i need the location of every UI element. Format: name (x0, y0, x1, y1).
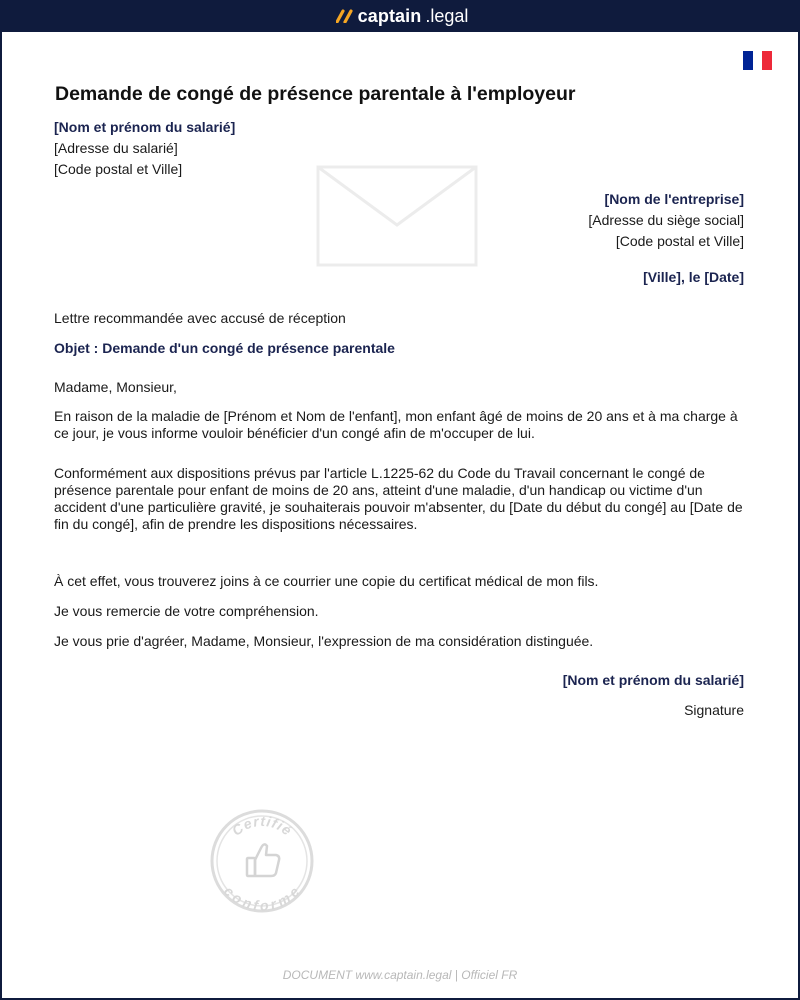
sender-block (54, 117, 235, 180)
recipient-block (588, 189, 744, 252)
place-date: [Ville], le [Date] (643, 269, 744, 285)
paragraph-1: En raison de la maladie de [Prénom et Nom de l'enfant], mon enfant âgé de moins de 20 ans et à ma charge à ce jour, je vous informe vouloir bénéficier d'un congé afin de m'occuper de lui. (54, 408, 738, 441)
paragraph-4: Je vous remercie de votre compréhension. (54, 603, 319, 619)
brand-tld: .legal (425, 5, 469, 26)
envelope-watermark-icon (316, 165, 478, 267)
paragraph-3: À cet effet, vous trouverez joins à ce courrier une copie du certificat médical de mon fils. (54, 573, 599, 589)
thumbs-up-icon (247, 844, 279, 876)
sender-address: [Adresse du salarié] (54, 140, 178, 156)
top-bar (2, 0, 800, 32)
brand-logo[interactable] (336, 6, 469, 27)
recipient-company: [Nom de l'entreprise] (604, 191, 744, 207)
signature-name: [Nom et prénom du salarié] (562, 672, 744, 688)
recipient-city: [Code postal et Ville] (615, 233, 744, 249)
brand-name: captain (357, 5, 422, 26)
svg-text:conforme (221, 883, 303, 914)
paragraph-2: Conformément aux dispositions prévus par l'article L.1225-62 du Code du Travail concernant le congé de présence parentale pour enfant de moins de 20 ans, atteint d'une maladie, d'un handicap ou victime d'un accident d'une particulière gravité, je souhaiterais pouvoir m'absenter, du [Date du début du congé] au [Date de fin du congé], afin de prendre les dispositions nécessaires. (54, 465, 743, 532)
stamp-top-text: Certifié (228, 812, 296, 839)
stamp-bottom-text: conforme (221, 882, 303, 914)
sender-name: [Nom et prénom du salarié] (54, 119, 236, 135)
signature-label: Signature (684, 702, 744, 718)
recipient-address: [Adresse du siège social] (588, 212, 744, 228)
delivery-note: Lettre recommandée avec accusé de réception (54, 310, 346, 326)
document-title: Demande de congé de présence parentale à l'employeur (55, 83, 576, 105)
footer-note: DOCUMENT www.captain.legal | Officiel FR (282, 968, 518, 982)
certified-stamp-icon (209, 808, 315, 914)
subject-line: Objet : Demande d'un congé de présence parentale (54, 340, 395, 356)
paragraph-5: Je vous prie d'agréer, Madame, Monsieur, l'expression de ma considération distinguée. (54, 633, 594, 649)
captain-logo-icon (336, 9, 354, 23)
sender-city: [Code postal et Ville] (54, 161, 183, 177)
salutation: Madame, Monsieur, (54, 379, 177, 395)
france-flag-icon (743, 51, 772, 70)
